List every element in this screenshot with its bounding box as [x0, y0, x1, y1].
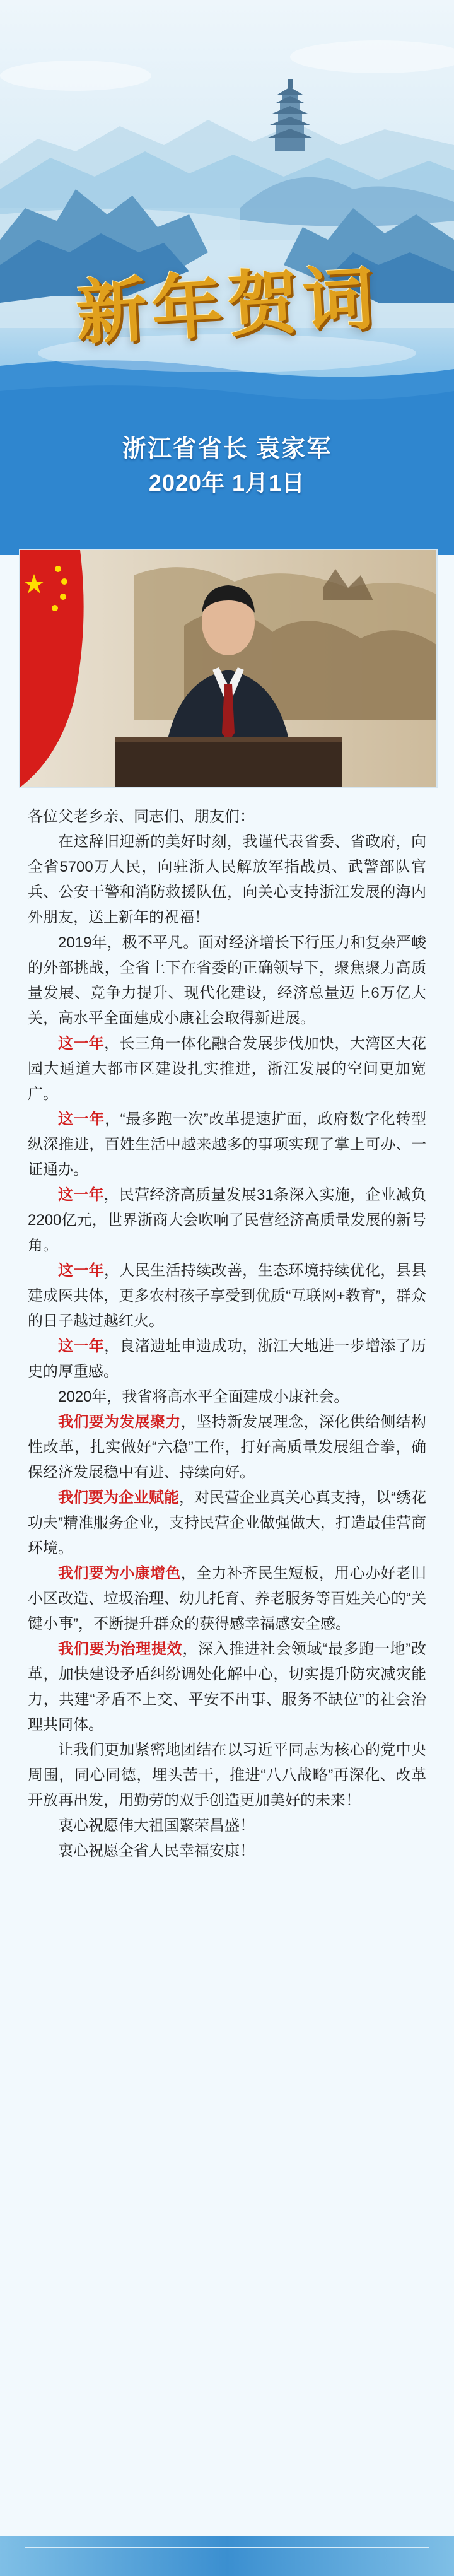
title-calligraphy: 新年贺词	[74, 256, 381, 355]
address-body	[28, 804, 426, 1864]
highlight: 这一年	[58, 1035, 105, 1052]
paragraph	[28, 1334, 426, 1385]
paragraph: 在这辞旧迎新的美好时刻，我谨代表省委、省政府，向全省5700万人民，向驻浙人民解放军指战员、武警部队官兵、公安干警和消防救援队伍，向关心支持浙江发展的海内外朋友，送上新年的祝福！	[28, 833, 426, 926]
paragraph	[28, 1031, 426, 1107]
paragraph	[28, 1561, 426, 1637]
highlight: 我们要为治理提效	[58, 1641, 183, 1658]
paragraph-text: ，长三角一体化融合发展步伐加快，大湾区大花园大通道大都市区建设扎实推进，浙江发展的空间更加宽广。	[28, 1035, 427, 1103]
paragraph-text: ，“最多跑一次”改革提速扩面，政府数字化转型纵深推进，百姓生活中越来越多的事项实现了掌上可办、一证通办。	[28, 1111, 427, 1178]
highlight: 我们要为小康增色	[58, 1565, 181, 1582]
paragraph-text: ，对民营企业真关心真支持，以“绣花功夫”精准服务企业，支持民营企业做强做大，打造最佳营商环境。	[28, 1489, 426, 1557]
footer-divider	[25, 2547, 429, 2548]
paragraph-text: ，坚持新发展理念，深化供给侧结构性改革，扎实做好“六稳”工作，打好高质量发展组合拳，确保经济发展稳中有进、持续向好。	[28, 1414, 427, 1481]
paragraph	[28, 1485, 426, 1561]
closing-wish: 衷心祝愿伟大祖国繁荣昌盛！	[58, 1817, 255, 1834]
paragraph-text: ，良渚遗址申遗成功，浙江大地进一步增添了历史的厚重感。	[28, 1338, 427, 1380]
paragraph	[28, 1258, 426, 1334]
paragraph	[28, 1637, 426, 1738]
highlight: 我们要为发展聚力	[58, 1414, 181, 1431]
paragraph	[28, 1107, 426, 1183]
paragraph-text: ，深入推进社会领域“最多跑一地”改革，加快建设矛盾纠纷调处化解中心，切实提升防灾减灾能力，共建“矛盾不上交、平安不出事、服务不缺位”的社会治理共同体。	[28, 1641, 427, 1733]
portrait-photo	[19, 549, 438, 788]
highlight: 我们要为企业赋能	[58, 1489, 179, 1506]
paragraph: 让我们更加紧密地团结在以习近平同志为核心的党中央周围，同心同德，埋头苦干，推进“八八战略”再深化、改革开放再出发，用勤劳的双手创造更加美好的未来！	[28, 1742, 426, 1809]
speaker-portrait-image	[20, 550, 436, 787]
highlight: 这一年	[58, 1338, 105, 1355]
date-line: 2020年 1月1日	[148, 470, 306, 496]
footer-bar	[0, 2536, 454, 2576]
highlight: 这一年	[58, 1186, 104, 1203]
paragraph-text: ，人民生活持续改善，生态环境持续优化，县县建成医共体，更多农村孩子享受到优质“互联网+教育”，群众的日子越过越红火。	[28, 1262, 427, 1330]
highlight: 这一年	[58, 1111, 105, 1128]
greeting: 各位父老乡亲、同志们、朋友们：	[28, 808, 255, 825]
paragraph	[28, 1410, 426, 1485]
paragraph-text: ，民营经济高质量发展31条深入实施，企业减负2200亿元，世界浙商大会吹响了民营经济高质量发展的新号角。	[28, 1186, 427, 1254]
paragraph: 2019年，极不平凡。面对经济增长下行压力和复杂严峻的外部挑战，全省上下在省委的正确领导下，聚焦聚力高质量发展、竞争力提升、现代化建设，经济总量迈上6万亿大关，高水平全面建成小康社会取得新进展。	[28, 934, 426, 1027]
highlight: 这一年	[58, 1262, 105, 1279]
paragraph-text: ，全力补齐民生短板，用心办好老旧小区改造、垃圾治理、幼儿托育、养老服务等百姓关心的“关键小事”，不断提升群众的获得感幸福感安全感。	[28, 1565, 427, 1632]
paragraph: 2020年，我省将高水平全面建成小康社会。	[58, 1388, 349, 1405]
header-banner	[0, 0, 454, 555]
author-line: 浙江省省长 袁家军	[122, 436, 332, 462]
closing-wish: 衷心祝愿全省人民幸福安康！	[58, 1842, 255, 1859]
paragraph	[28, 1183, 426, 1258]
